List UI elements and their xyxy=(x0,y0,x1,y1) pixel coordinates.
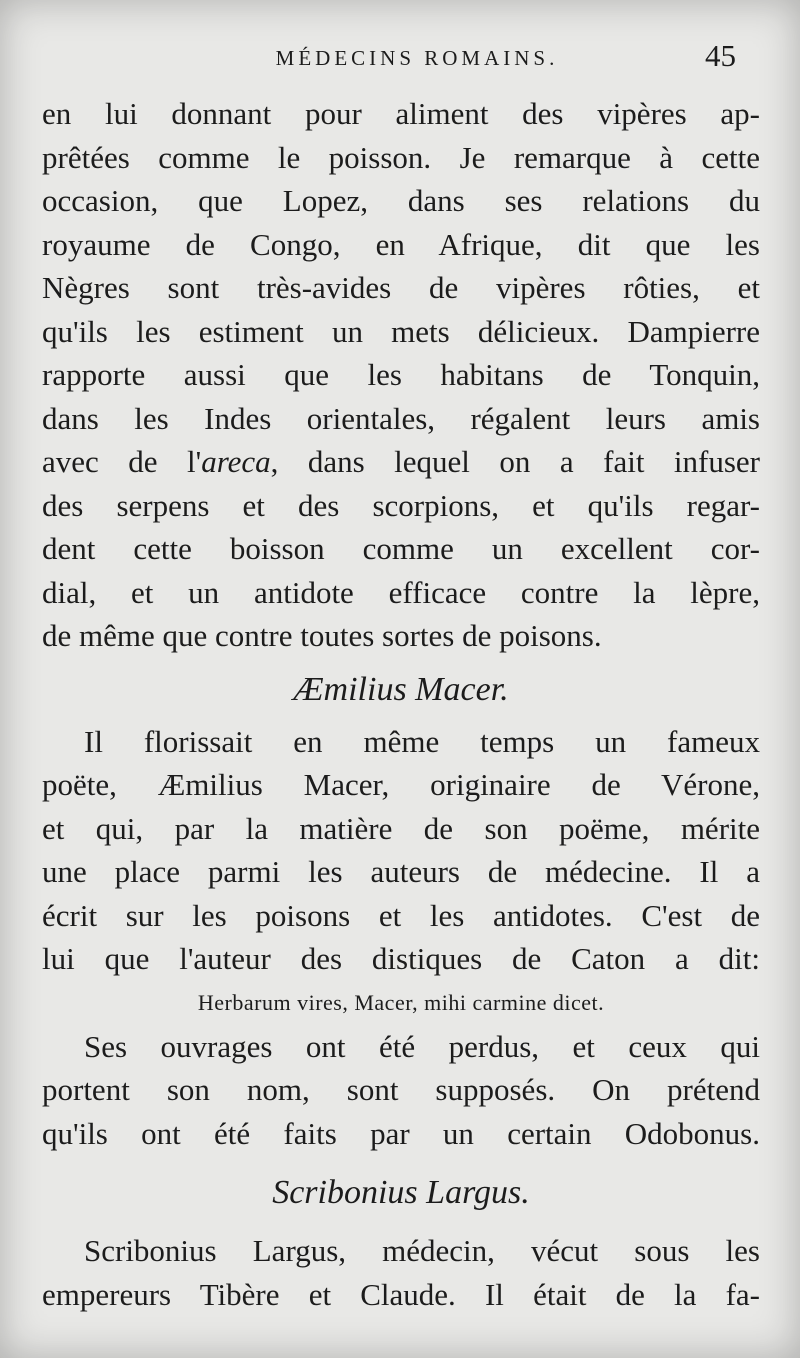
text-line: des serpens et des scorpions, et qu'ils regar- xyxy=(42,487,760,523)
text-line: qu'ils les estiment un mets délicieux. Dampierre xyxy=(42,313,760,349)
text-line: empereurs Tibère et Claude. Il était de la fa- xyxy=(42,1276,760,1312)
text-line: qu'ils ont été faits par un certain Odobonus. xyxy=(42,1115,760,1151)
text-line: et qui, par la matière de son poëme, mérite xyxy=(42,810,760,846)
text-fragment: avec de l' xyxy=(42,444,202,479)
text-line: dial, et un antidote efficace contre la lèpre, xyxy=(42,574,760,610)
running-title: MÉDECINS ROMAINS. xyxy=(275,46,559,70)
body-text xyxy=(42,92,760,1316)
text-line: occasion, que Lopez, dans ses relations du xyxy=(42,183,760,218)
text-line: dans les Indes orientales, régalent leurs amis xyxy=(42,400,760,436)
text-line: Il florissait en même temps un fameux xyxy=(84,723,760,759)
text-line: Ses ouvrages ont été perdus, et ceux qui xyxy=(84,1028,760,1064)
verse-quote: Herbarum vires, Macer, mihi carmine dicet. xyxy=(197,989,605,1015)
text-line: de même que contre toutes sortes de poisons. xyxy=(42,618,602,653)
text-line: Scribonius Largus, médecin, vécut sous les xyxy=(84,1233,760,1268)
text-line: dent cette boisson comme un excellent cor- xyxy=(42,531,760,566)
text-line: prêtées comme le poisson. Je remarque à cette xyxy=(42,139,760,175)
section-heading: Æmilius Macer. xyxy=(293,670,509,708)
text-line: portent son nom, sont supposés. On prétend xyxy=(42,1072,760,1107)
text-line: en lui donnant pour aliment des vipères ap- xyxy=(42,96,760,131)
page-header xyxy=(40,34,764,84)
text-line xyxy=(42,440,760,484)
text-line: écrit sur les poisons et les antidotes. C'est de xyxy=(42,897,760,933)
section-heading: Scribonius Largus. xyxy=(272,1174,530,1211)
text-fragment: , dans lequel on a fait infuser xyxy=(270,444,760,479)
text-line: rapporte aussi que les habitans de Tonquin, xyxy=(42,357,760,392)
text-line: une place parmi les auteurs de médecine. Il a xyxy=(42,854,760,889)
italic-term: areca xyxy=(201,444,271,479)
text-line: royaume de Congo, en Afrique, dit que les xyxy=(42,226,760,262)
text-line: poëte, Æmilius Macer, originaire de Vérone, xyxy=(42,767,760,802)
page-number: 45 xyxy=(705,38,736,73)
text-line: lui que l'auteur des distiques de Caton a dit: xyxy=(42,941,760,976)
text-line: Nègres sont très-avides de vipères rôties, et xyxy=(42,270,760,305)
